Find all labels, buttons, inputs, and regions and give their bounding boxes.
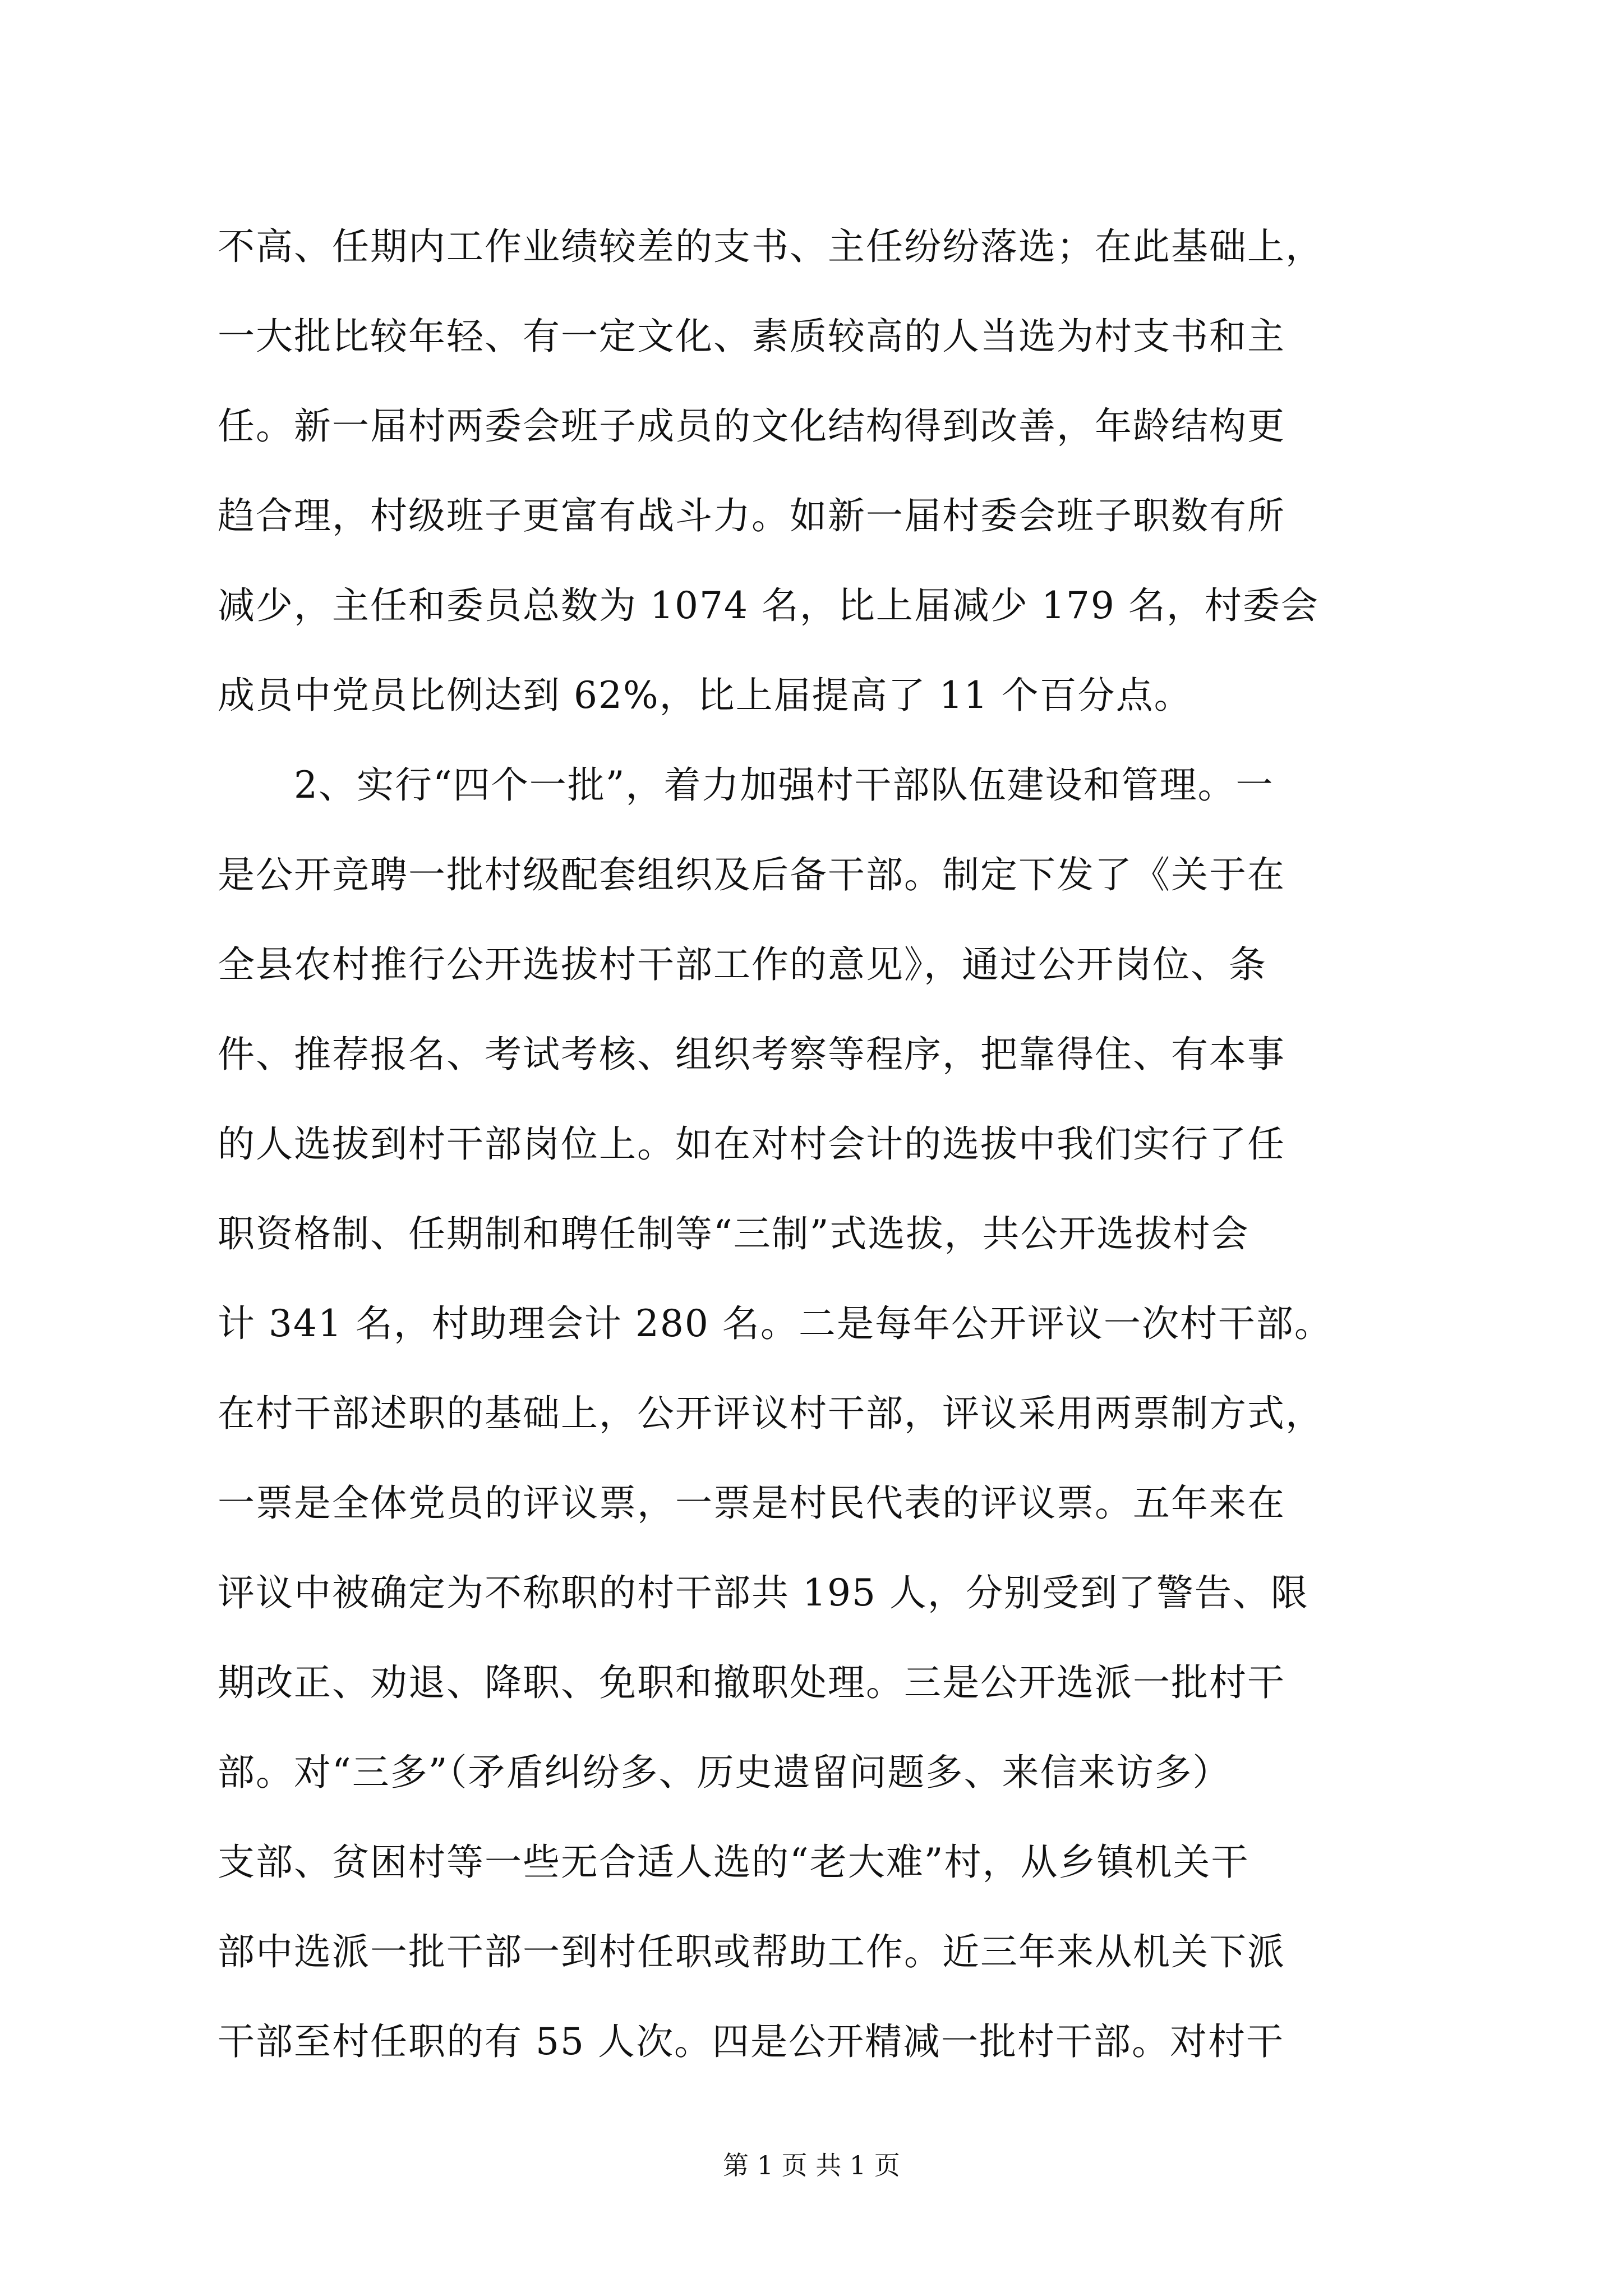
text-line: 在村干部述职的基础上，公开评议村干部，评议采用两票制方式， (218, 1392, 1324, 1435)
text-line: 不高、任期内工作业绩较差的支书、主任纷纷落选；在此基础上， (218, 225, 1324, 268)
text-line: 计 341 名，村助理会计 280 名。二是每年公开评议一次村干部。 (218, 1302, 1332, 1345)
text-line: 干部至村任职的有 55 人次。四是公开精减一批村干部。对村干 (218, 2020, 1284, 2063)
text-line: 成员中党员比例达到 62%，比上届提高了 11 个百分点。 (218, 674, 1192, 717)
text-line: 期改正、劝退、降职、免职和撤职处理。三是公开选派一批村干 (218, 1661, 1285, 1704)
text-line: 部。对“三多”（矛盾纠纷多、历史遗留问题多、来信来访多） (218, 1751, 1231, 1794)
text-line: 部中选派一批干部一到村任职或帮助工作。近三年来从机关下派 (218, 1930, 1285, 1973)
text-line: 减少，主任和委员总数为 1074 名，比上届减少 179 名，村委会 (218, 584, 1319, 627)
page-footer: 第 1 页 共 1 页 (723, 2150, 900, 2180)
text-line: 全县农村推行公开选拔村干部工作的意见》，通过公开岗位、条 (218, 943, 1267, 986)
text-line: 件、推荐报名、考试考核、组织考察等程序，把靠得住、有本事 (218, 1033, 1285, 1076)
text-line: 2、实行“四个一批”，着力加强村干部队伍建设和管理。一 (218, 763, 1274, 807)
text-line: 一票是全体党员的评议票，一票是村民代表的评议票。五年来在 (218, 1481, 1285, 1525)
text-line: 一大批比较年轻、有一定文化、素质较高的人当选为村支书和主 (218, 315, 1285, 358)
text-line: 支部、贫困村等一些无合适人选的“老大难”村，从乡镇机关干 (218, 1841, 1249, 1884)
text-line: 是公开竞聘一批村级配套组织及后备干部。制定下发了《关于在 (218, 853, 1285, 896)
text-line: 评议中被确定为不称职的村干部共 195 人，分别受到了警告、限 (218, 1571, 1309, 1614)
text-line: 趋合理，村级班子更富有战斗力。如新一届村委会班子职数有所 (218, 494, 1285, 537)
text-line: 的人选拔到村干部岗位上。如在对村会计的选拔中我们实行了任 (218, 1122, 1285, 1166)
text-line: 任。新一届村两委会班子成员的文化结构得到改善，年龄结构更 (218, 404, 1285, 448)
text-line: 职资格制、任期制和聘任制等“三制”式选拔，共公开选拔村会 (218, 1212, 1249, 1255)
